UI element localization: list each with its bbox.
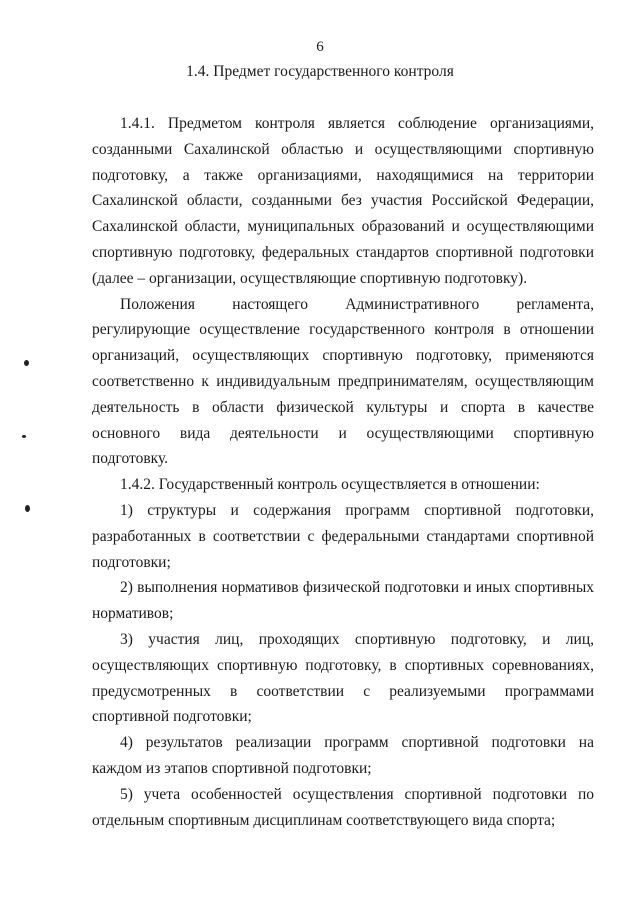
scan-speck [22, 435, 26, 438]
scan-speck [25, 505, 30, 512]
page-number: 6 [316, 39, 324, 55]
scan-speck [24, 360, 29, 366]
list-item-3: 3) участия лиц, проходящих спортивную подготовку, и лиц, осуществляющих спортивную подготовку, в спортивных соревнованиях, предусмотренных в соответствии с реализуемыми программами спортивной подготовки; [92, 630, 594, 726]
section-title: 1.4. Предмет государственного контроля [186, 63, 454, 80]
list-item-5: 5) учета особенностей осуществления спортивной подготовки по отдельным спортивным дисциплинам соответствующего вида спорта; [92, 785, 594, 829]
document-body [92, 111, 594, 833]
list-item-1: 1) структуры и содержания программ спортивной подготовки, разработанных в соответствии с федеральными стандартами спортивной подготовки; [92, 501, 594, 571]
list-item-2: 2) выполнения нормативов физической подготовки и иных спортивных нормативов; [92, 579, 594, 623]
paragraph-1-4-2: 1.4.2. Государственный контроль осуществляется в отношении: [120, 476, 540, 494]
paragraph-provisions: Положения настоящего Административного регламента, регулирующие осуществление государственного контроля в отношении организаций, осуществляющих спортивную подготовку, применяются соответственно к индивидуальным предпринимателям, осуществляющим деятельность в области физической культуры и спорта в качестве основного вида деятельности и осуществляющими спортивную подготовку. [92, 295, 594, 468]
paragraph-1-4-1: 1.4.1. Предметом контроля является соблюдение организациями, созданными Сахалинской областью и осуществляющими спортивную подготовку, а также организациями, находящимися на территории Сахалинской области, созданными без участия Российской Федерации, Сахалинской области, муниципальных образований и осуществляющими спортивную подготовку, федеральных стандартов спортивной подготовки (далее – организации, осуществляющие спортивную подготовку). [92, 115, 594, 287]
list-item-4: 4) результатов реализации программ спортивной подготовки на каждом из этапов спортивной подготовки; [92, 734, 594, 777]
